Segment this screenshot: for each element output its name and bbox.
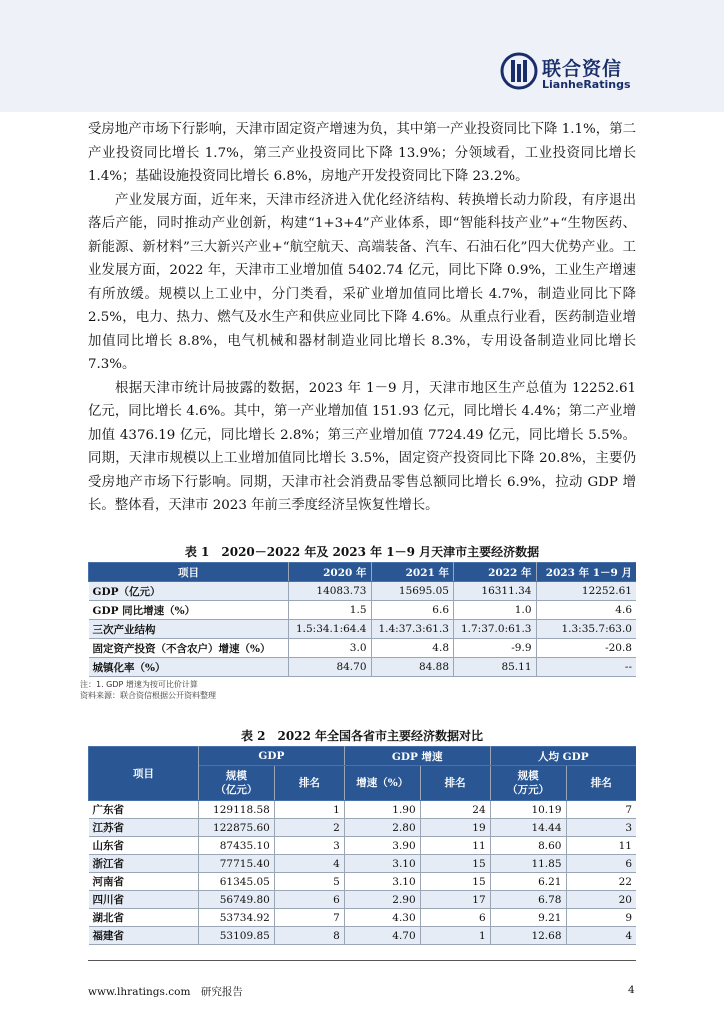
table-cell: 8 [274,927,344,945]
table-cell: 4.70 [344,927,420,945]
table-cell: 129118.58 [199,801,275,819]
table-cell: 3.10 [344,855,420,873]
table-cell: 11 [566,837,636,855]
table-cell: 6.21 [490,873,566,891]
table-cell: 江苏省 [89,819,199,837]
table-cell: 17 [420,891,490,909]
table-cell: 6 [274,891,344,909]
table1-note: 注：1. GDP 增速为按可比价计算 [80,680,198,689]
page-number: 4 [628,984,635,996]
table-cell: 20 [566,891,636,909]
table-cell: -9.9 [454,639,537,658]
table-cell: 122875.60 [199,819,275,837]
table-cell: 福建省 [89,927,199,945]
table-cell: 4.8 [371,639,454,658]
table1-header: 2020 年 [289,563,372,582]
table-cell: 15 [420,855,490,873]
table-cell: 6 [420,909,490,927]
table-cell: 三次产业结构 [89,620,289,639]
table-cell: 浙江省 [89,855,199,873]
paragraph-1: 受房地产市场下行影响，天津市固定资产增速为负，其中第一产业投资同比下降 1.1%，第二产业投资同比增长 1.7%，第三产业投资同比下降 13.9%；分领域看，工业投资同比增长 1.4%；基础设施投资同比增长 6.8%，房地产开发投资同比下降 23.2%。 [88,122,636,184]
footer-site-label: www.lhratings.com 研究报告 [88,986,243,998]
table-cell: 7 [566,801,636,819]
table1-header-row [89,563,637,582]
table-row [89,873,637,891]
table2-subheader: 排名 [274,766,344,801]
table-cell: 固定资产投资（不含农户）增速（%） [89,639,289,658]
table2-group-row [89,747,637,766]
table-cell: 12.68 [490,927,566,945]
table-cell: 2.80 [344,819,420,837]
paragraph-3: 根据天津市统计局披露的数据，2023 年 1－9 月，天津市地区生产总值为 12252.61 亿元，同比增长 4.6%。其中，第一产业增加值 151.93 亿元，同比增长 4.4%；第二产业增加值 4376.19 亿元，同比增长 2.8%；第三产业增加值 7724.49 亿元，同比增长 5.5%。同期，天津市规模以上工业增加值同比增长 3.5%，固定资产投资同比下降 20.8%，主要仍受房地产市场下行影响。同期，天津市社会消费品零售总额同比增长 6.9%，拉动 GDP 增长。整体看，天津市 2023 年前三季度经济呈恢复性增长。 [88,380,636,513]
table-cell: 1 [420,927,490,945]
table2 [88,746,636,945]
table-cell: 1.0 [454,601,537,620]
table-cell: 3 [566,819,636,837]
table2-caption: 表 2 2022 年全国各省市主要经济数据对比 [240,729,484,743]
table-cell: 3.10 [344,873,420,891]
table-cell: 12252.61 [536,582,636,601]
table-cell: 84.70 [289,658,372,677]
table-cell: GDP（亿元） [89,582,289,601]
table-cell: 16311.34 [454,582,537,601]
table-row [89,639,637,658]
table-row [89,909,637,927]
table-cell: 19 [420,819,490,837]
table-cell: 1.4:37.3:61.3 [371,620,454,639]
table-row [89,855,637,873]
table-row [89,837,637,855]
table-cell: GDP 同比增速（%） [89,601,289,620]
table2-subheader: 增速（%） [344,766,420,801]
table-cell: 1.5:34.1:64.4 [289,620,372,639]
table-cell: 2.90 [344,891,420,909]
table-cell: 2 [274,819,344,837]
table-cell: 10.19 [490,801,566,819]
table1-header: 项目 [89,563,289,582]
table2-group-header: 人均 GDP [490,747,636,766]
table-cell: 6.78 [490,891,566,909]
table-row [89,927,637,945]
table-cell: 85.11 [454,658,537,677]
table-cell: 3 [274,837,344,855]
table-cell: 61345.05 [199,873,275,891]
table-cell: 6 [566,855,636,873]
table2-group-header: GDP 增速 [344,747,490,766]
table-cell: 4 [274,855,344,873]
table-cell: 4.30 [344,909,420,927]
table-cell: 22 [566,873,636,891]
table-cell: 4 [566,927,636,945]
table-cell: 山东省 [89,837,199,855]
table-cell: 1 [274,801,344,819]
table1-source: 资料来源：联合资信根据公开资料整理 [80,691,216,700]
table1-header: 2021 年 [371,563,454,582]
table2-subheader: 规模 （万元） [490,766,566,801]
table-cell: 77715.40 [199,855,275,873]
table-row [89,801,637,819]
table-cell: 56749.80 [199,891,275,909]
table-cell: 7 [274,909,344,927]
logo-en-text: LianheRatings [542,78,631,91]
table-cell: 四川省 [89,891,199,909]
table-cell: -20.8 [536,639,636,658]
table-cell: 11 [420,837,490,855]
lianhe-logo [500,52,632,94]
table-cell: 河南省 [89,873,199,891]
table-row [89,891,637,909]
table-cell: 11.85 [490,855,566,873]
table1-caption: 表 1 2020－2022 年及 2023 年 1－9 月天津市主要经济数据 [184,545,540,559]
table-cell: 14.44 [490,819,566,837]
table-cell: 84.88 [371,658,454,677]
table2-group-header: GDP [199,747,345,766]
table-cell: 24 [420,801,490,819]
table2-subheader: 排名 [566,766,636,801]
table-cell: 9.21 [490,909,566,927]
table-cell: 5 [274,873,344,891]
table-cell: 9 [566,909,636,927]
footer-divider [88,960,636,961]
table-cell: 1.5 [289,601,372,620]
table-cell: 14083.73 [289,582,372,601]
paragraph-2: 产业发展方面，近年来，天津市经济进入优化经济结构、转换增长动力阶段，有序退出落后产能，同时推动产业创新，构建“1+3+4”产业体系，即“智能科技产业”+“生物医药、新能源、新材料”三大新兴产业+“航空航天、高端装备、汽车、石油石化”四大优势产业。工业发展方面，2022 年，天津市工业增加值 5402.74 亿元，同比下降 0.9%，工业生产增速有所放缓。规模以上工业中，分门类看，采矿业增加值同比增长 4.7%，制造业同比下降 2.5%，电力、热力、燃气及水生产和供应业同比下降 4.6%。从重点行业看，医药制造业增加值同比增长 8.8%，电气机械和器材制造业同比增长 8.3%，专用设备制造业同比增长 7.3%。 [88,192,636,372]
body-text [88,118,636,518]
table-cell: 湖北省 [89,909,199,927]
table-cell: -- [536,658,636,677]
table-cell: 城镇化率（%） [89,658,289,677]
table-cell: 6.6 [371,601,454,620]
table2-item-header: 项目 [89,747,199,801]
table-cell: 1.90 [344,801,420,819]
table-cell: 8.60 [490,837,566,855]
table-cell: 1.3:35.7:63.0 [536,620,636,639]
table-cell: 1.7:37.0:61.3 [454,620,537,639]
table2-subheader: 规模 （亿元） [199,766,275,801]
table-cell: 15 [420,873,490,891]
table-cell: 广东省 [89,801,199,819]
table2-subheader: 排名 [420,766,490,801]
table-cell: 87435.10 [199,837,275,855]
table-cell: 15695.05 [371,582,454,601]
table-row [89,620,637,639]
table1 [88,562,636,677]
table1-header: 2022 年 [454,563,537,582]
table-row [89,582,637,601]
table-cell: 53734.92 [199,909,275,927]
table1-header: 2023 年 1－9 月 [536,563,636,582]
logo-mark-icon [500,52,538,90]
table-row [89,601,637,620]
table-cell: 4.6 [536,601,636,620]
table-row [89,658,637,677]
table1-notes [80,679,216,701]
table-cell: 3.0 [289,639,372,658]
table-row [89,819,637,837]
logo-cn-text: 联合资信 [542,58,623,80]
table-cell: 3.90 [344,837,420,855]
table-cell: 53109.85 [199,927,275,945]
